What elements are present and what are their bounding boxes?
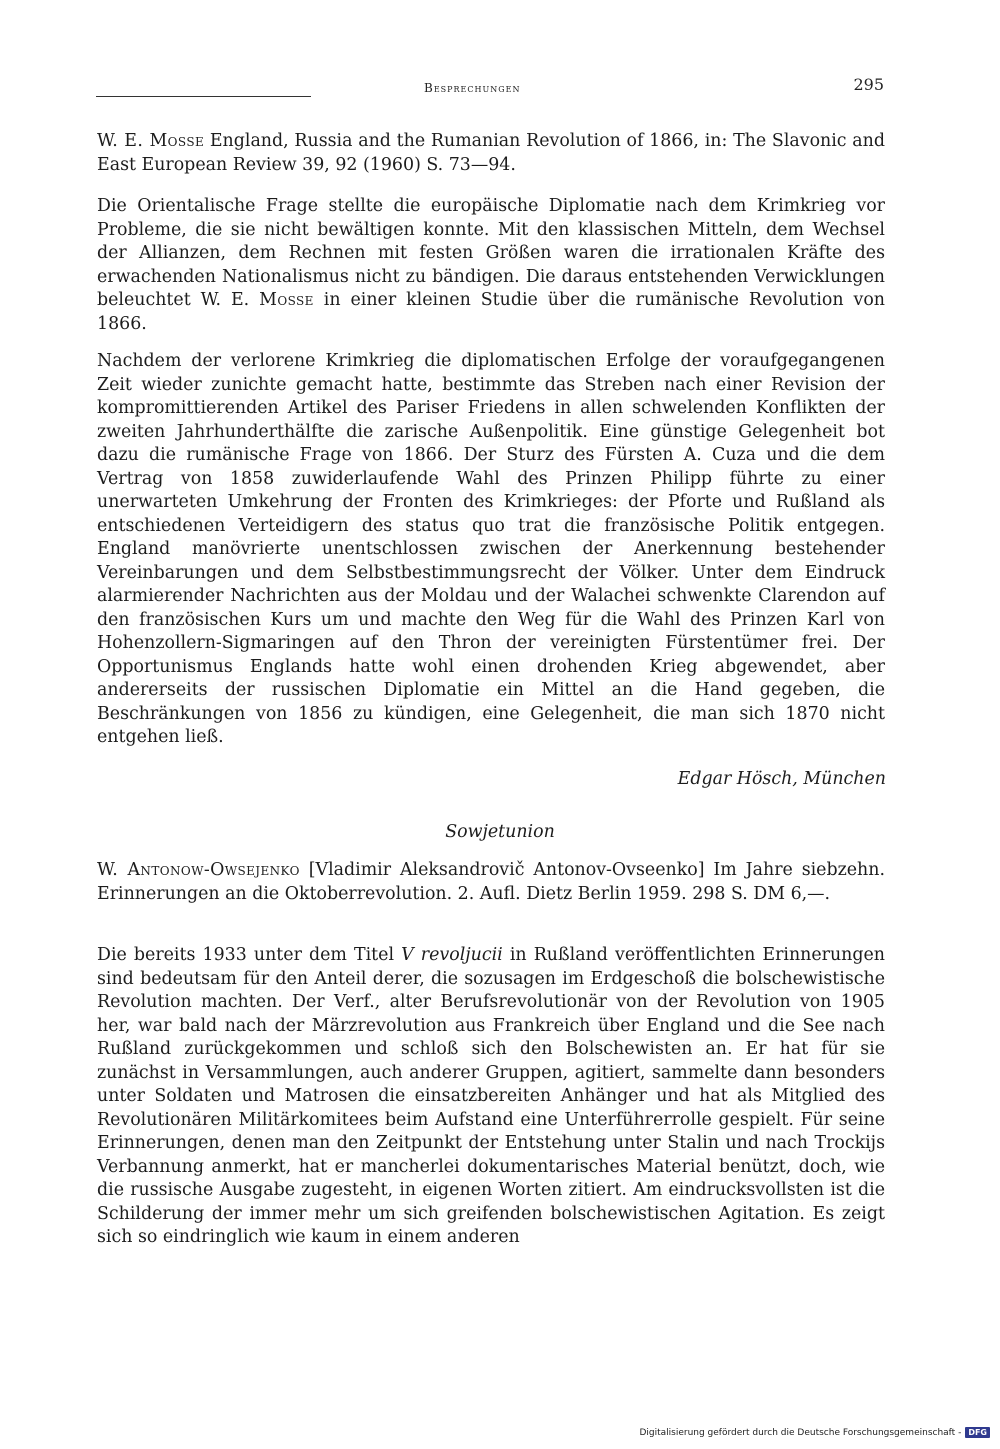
running-title: Besprechungen xyxy=(424,81,521,95)
author-name: Mosse xyxy=(259,290,314,310)
review-1-paragraph-1 xyxy=(97,195,885,336)
footer-credit: Digitalisierung gefördert durch die Deutsche Forschungsgemeinschaft - xyxy=(639,1427,962,1438)
paragraph-text: in Rußland veröffentlichten Erinnerungen sind bedeutsam für den Anteil derer, die sozusagen im Erdgeschoß die bolschewistische Revolution machten. Der Verf., alter Berufsrevolutionär von der Revolution von 1905 her, war bald nach der Märzrevolution aus Frankreich über England und die See nach Rußland zurückgekommen und schloß sich den Bolschewisten an. Er hat für sie zunächst in Versammlungen, auch anderer Gruppen, agitiert, sammelte dann besonders unter Soldaten und Matrosen die einsatzbereiten Anhänger und hat als Mitglied des Revolutionären Militärkomitees beim Aufstand eine Unterführerrolle gespielt. Für seine Erinnerungen, denen man den Zeitpunkt der Entstehung unter Stalin und nach Trockijs Verbannung anmerkt, hat er mancherlei dokumentarisches Material benützt, doch, wie die russische Ausgabe zugesteht, in eigenen Worten zitiert. Am eindrucksvollsten ist die Schilderung der immer mehr um sich greifenden bolschewistischen Agitation. Es zeigt sich so eindringlich wie kaum in einem anderen xyxy=(97,945,885,1247)
review-1-citation xyxy=(97,130,885,177)
citation-author: W. Antonow-Owsejenko xyxy=(97,860,300,880)
page-header xyxy=(96,70,886,100)
review-2-citation xyxy=(97,859,885,906)
header-rule xyxy=(96,96,191,97)
book-title: V revoljucii xyxy=(401,945,503,965)
header-rule xyxy=(191,96,311,97)
review-2-paragraph-1 xyxy=(97,944,885,1250)
dfg-logo: DFG xyxy=(965,1427,990,1438)
paragraph-text: in einer kleinen Studie über die rumänische Revolution von 1866. xyxy=(97,290,886,334)
page-number: 295 xyxy=(853,75,884,94)
citation-text: [Vladimir Aleksandrovič Antonov-Ovseenko] Im Jahre siebzehn. Erinnerungen an die Oktoberrevolution. 2. Aufl. Dietz Berlin 1959. 298 S. DM 6,—. xyxy=(97,860,885,904)
paragraph-text: Die bereits 1933 unter dem Titel xyxy=(97,945,402,965)
section-heading: Sowjetunion xyxy=(445,822,555,842)
reviewer-signature: Edgar Hösch, München xyxy=(677,769,886,789)
citation-author: W. E. Mosse xyxy=(97,131,205,151)
digitization-footer xyxy=(639,1427,990,1438)
citation-text: England, Russia and the Rumanian Revolution of 1866, in: The Slavonic and East European Review 39, 92 (1960) S. 73—94. xyxy=(97,131,885,175)
review-1-paragraph-2: Nachdem der verlorene Krimkrieg die diplomatischen Erfolge der voraufgegangenen Zeit wieder zunichte gemacht hatte, bestimmte das Streben nach einer Revision der kompromittierenden Artikel des Pariser Friedens in allen schwelenden Konflikten der zweiten Jahrhunderthälfte die zarische Außenpolitik. Eine günstige Gelegenheit bot dazu die rumänische Frage von 1866. Der Sturz des Fürsten A. Cuza und die dem Vertrag von 1858 zuwiderlaufende Wahl des Prinzen Philipp führte zu einer unerwarteten Umkehrung der Fronten des Krimkrieges: der Pforte und Rußland als entschiedenen Verteidigern des status quo trat die französische Politik entgegen. England manövrierte unentschlossen zwischen der Anerkennung bestehender Vereinbarungen und dem Selbstbestimmungsrecht der Völker. Unter dem Eindruck alarmierender Nachrichten aus der Moldau und der Walachei schwenkte Clarendon auf den französischen Kurs um und machte den Weg für die Wahl des Prinzen Karl von Hohenzollern-Sigmaringen auf den Thron der vereinigten Fürstentümer frei. Der Opportunismus Englands hatte wohl einen drohenden Krieg abgewendet, aber andererseits der russischen Diplomatie ein Mittel an die Hand gegeben, die Beschränkungen von 1856 zu kündigen, eine Gelegenheit, die man sich 1870 nicht entgehen ließ. xyxy=(97,351,885,747)
paragraph-text: Die Orientalische Frage stellte die europäische Diplomatie nach dem Krimkrieg vor Probleme, die sie nicht bewältigen konnte. Mit den klassischen Mitteln, dem Wechsel der Allianzen, dem Rechnen mit festen Größen waren die irrationalen Kräfte des erwachenden Nationalismus nicht zu bändigen. Die daraus entstehenden Verwicklungen beleuchtet W. E. xyxy=(97,196,885,310)
